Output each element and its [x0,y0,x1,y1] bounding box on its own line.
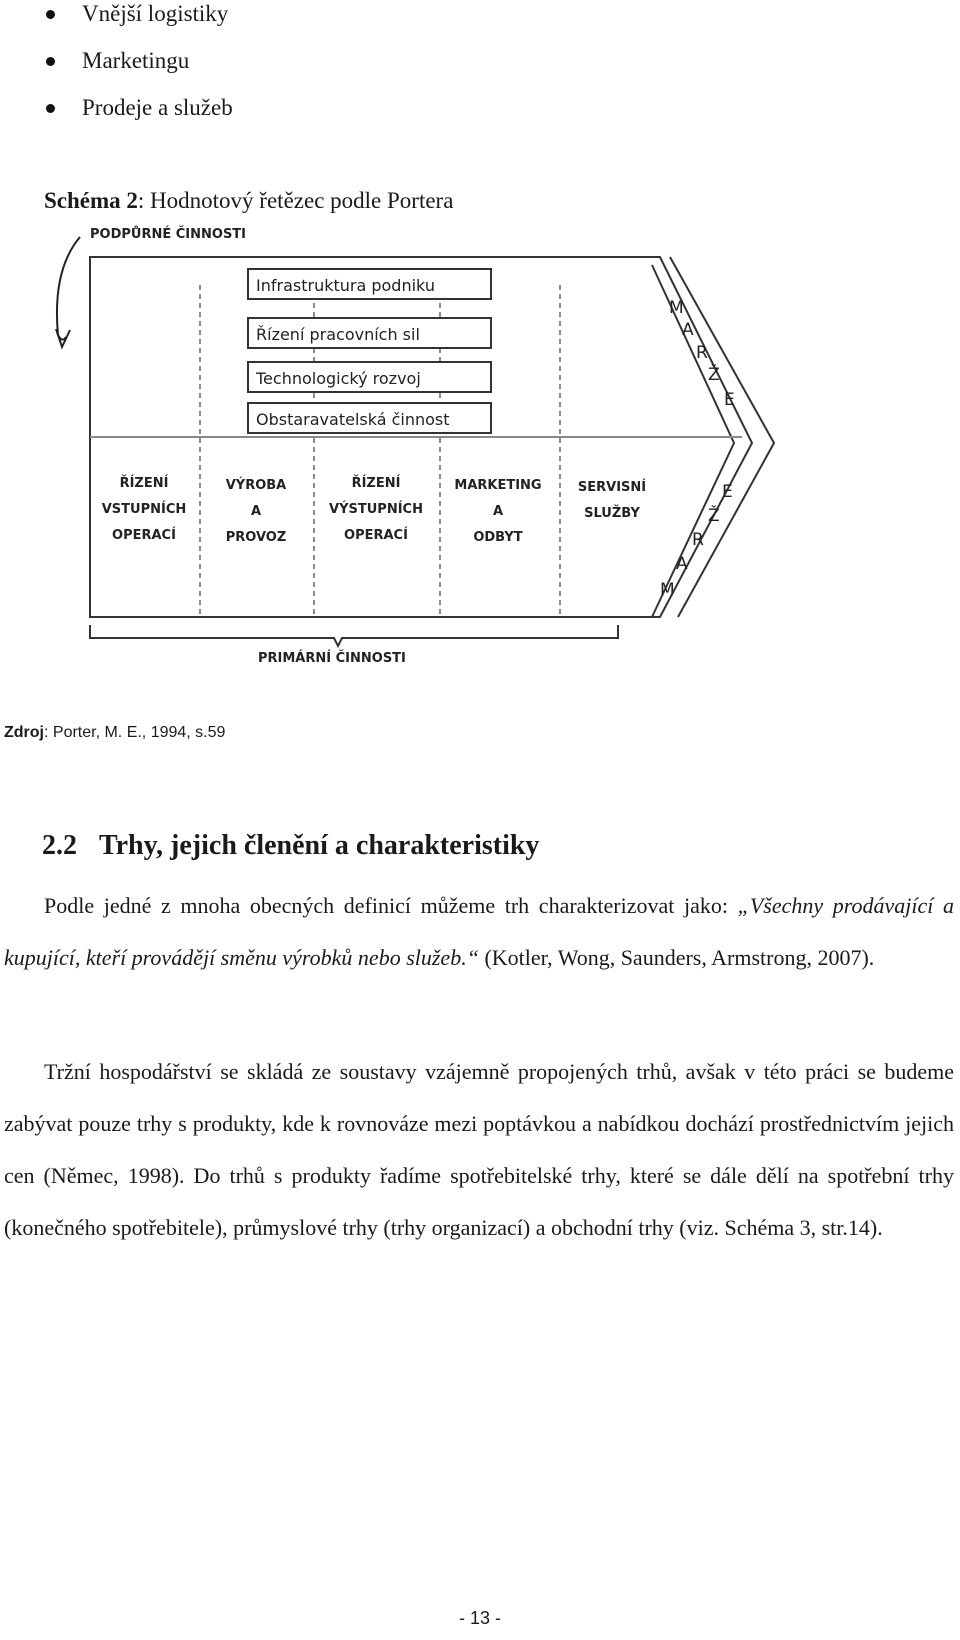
primary-label: PROVOZ [225,530,287,545]
bullet-item [44,94,233,141]
support-label: Řízení pracovních sil [256,325,420,344]
primary-label: SLUŽBY [584,506,640,521]
bullet-item [44,0,233,47]
citation: (Kotler, Wong, Saunders, Armstrong, 2007). [478,945,875,970]
primary-bracket [90,625,618,646]
margin-letter: E [722,482,733,502]
primary-label: VSTUPNÍCH [101,502,187,517]
bullet-list [44,0,233,141]
primary-label: SERVISNÍ [577,480,647,495]
value-chain-diagram [52,225,832,700]
schema-caption-text: : Hodnotový řetězec podle Portera [137,188,454,213]
margin-letter: E [724,390,735,410]
bullet-dot-icon [46,57,55,66]
support-label: Technologický rozvoj [256,369,421,388]
margin-letter: A [682,320,694,340]
page-number: - 13 - [458,1608,501,1628]
support-label: Infrastruktura podniku [256,276,435,295]
figure-source [4,724,225,742]
paragraph: Tržní hospodářství se skládá ze soustavy vzájemně propojených trhů, avšak v této práci se budeme zabývat pouze trhy s produkty, kde k rovnováze mezi poptávkou a nabídkou dochází prostřednictvím jejich cen (Němec, 1998). Do trhů s produkty řadíme spotřebitelské trhy, které se dále dělí na spotřební trhy (konečného spotřebitele), průmyslové trhy (trhy organizací) a obchodní trhy (viz. Schéma 3, str.14). [4,1059,954,1240]
schema-caption-label: Schéma 2 [44,188,138,213]
primary-label: A [492,504,504,519]
bullet-text: Marketingu [82,48,190,73]
support-arrow-curve [57,237,80,340]
bullet-dot-icon [46,104,55,113]
margin-letter: Ž [708,506,720,526]
support-label: Obstaravatelská činnost [256,410,450,429]
paragraph-intro: Podle jedné z mnoha obecných definicí můžeme trh charakterizovat jako: [44,893,738,918]
primary-title: PRIMÁRNÍ ČINNOSTI [258,651,406,666]
margin-inner-line [652,265,734,617]
section-title: Trhy, jejich členění a charakteristiky [99,830,540,861]
primary-label: ŘÍZENÍ [351,476,401,491]
support-title: PODPŮRNÉ ČINNOSTI [90,227,247,242]
margin-letter: M [669,298,684,318]
bullet-dot-icon [46,10,55,19]
primary-label: VÝROBA [225,478,287,493]
definition-quote: „Všechny prodávající a kupující, kteří provádějí směnu výrobků nebo služeb.“ [4,893,955,970]
margin-letter: A [676,554,688,574]
bullet-item [44,47,233,94]
paragraph [4,880,954,984]
primary-label: OPERACÍ [344,528,408,543]
bullet-text: Prodeje a služeb [82,95,233,120]
primary-label: MARKETING [454,478,542,493]
primary-label: VÝSTUPNÍCH [329,502,423,517]
source-label: Zdroj [4,724,44,741]
bullet-text: Vnější logistiky [82,1,229,26]
primary-label: ODBYT [473,530,523,545]
primary-label: A [250,504,262,519]
primary-label: OPERACÍ [112,528,176,543]
section-number: 2.2 [42,830,77,861]
value-chain-svg [52,225,832,700]
schema-caption [44,188,453,214]
primary-label: ŘÍZENÍ [119,476,169,491]
margin-letter: R [696,343,708,363]
section-heading [42,830,539,862]
source-text: : Porter, M. E., 1994, s.59 [44,724,226,741]
margin-letter: Ž [708,365,720,385]
margin-letter: R [692,530,704,550]
margin-letter: M [660,580,675,600]
